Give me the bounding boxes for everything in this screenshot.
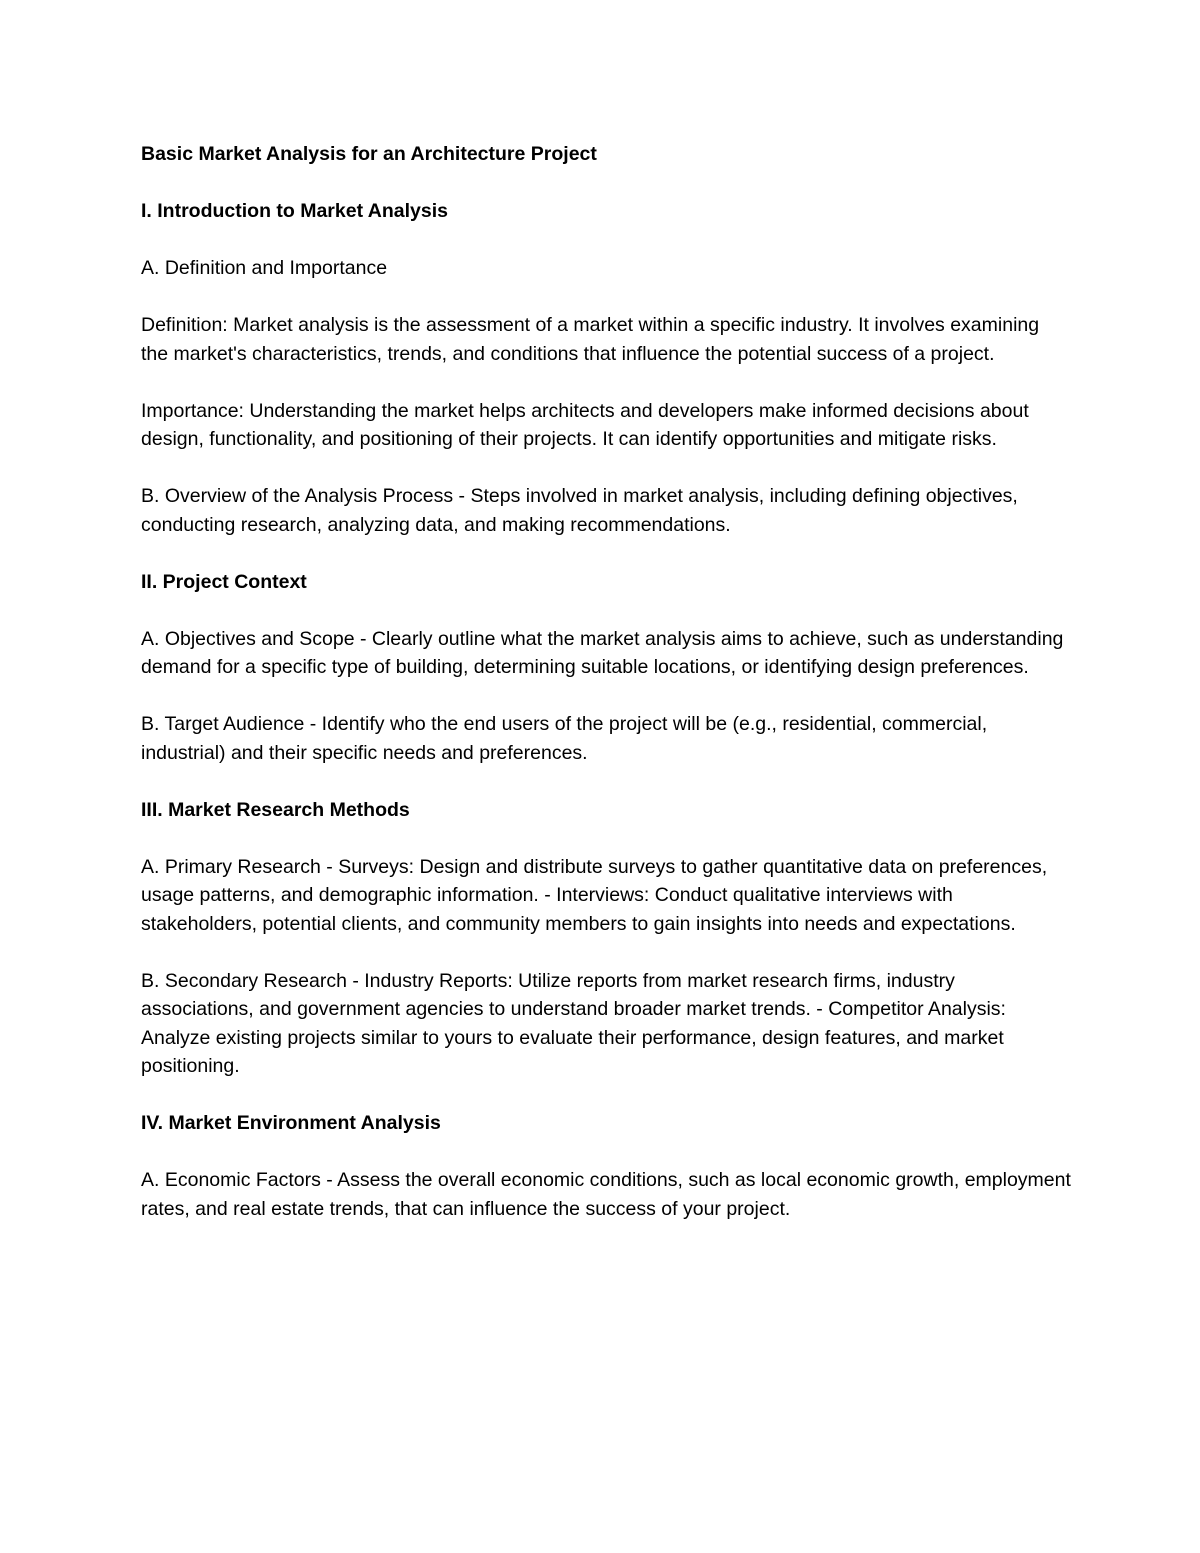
document-page	[141, 140, 1071, 1252]
paragraph-economic-factors: A. Economic Factors - Assess the overall economic conditions, such as local economic growth, employment rates, and real estate trends, that can influence the success of your project.	[141, 1169, 1071, 1220]
document-title: Basic Market Analysis for an Architecture Project	[141, 143, 597, 165]
subheading-definition-and-importance: A. Definition and Importance	[141, 257, 388, 279]
section-heading-project-context: II. Project Context	[141, 570, 307, 593]
paragraph-importance: Importance: Understanding the market helps architects and developers make informed decisions about design, functionality, and positioning of their projects. It can identify opportunities and mitigate risks.	[141, 399, 1029, 450]
paragraph-target-audience: B. Target Audience - Identify who the end users of the project will be (e.g., residential, commercial, industrial) and their specific needs and preferences.	[141, 713, 988, 764]
section-heading-research-methods: III. Market Research Methods	[141, 798, 410, 821]
paragraph-analysis-process: B. Overview of the Analysis Process - Steps involved in market analysis, including defining objectives, conducting research, analyzing data, and making recommendations.	[141, 485, 1018, 536]
paragraph-primary-research: A. Primary Research - Surveys: Design and distribute surveys to gather quantitative data on preferences, usage patterns, and demographic information. - Interviews: Conduct qualitative interviews with stakeholders, potential clients, and community members to gain insights into needs and expectations.	[141, 855, 1048, 935]
section-heading-introduction: I. Introduction to Market Analysis	[141, 200, 448, 222]
paragraph-definition: Definition: Market analysis is the assessment of a market within a specific industry. It involves examining the market's characteristics, trends, and conditions that influence the potential success of a project.	[141, 314, 1040, 365]
paragraph-secondary-research: B. Secondary Research - Industry Reports: Utilize reports from market research firms, industry associations, and government agencies to understand broader market trends. - Competitor Analysis: Analyze existing projects similar to yours to evaluate their performance, design features, and market positioning.	[141, 969, 1006, 1077]
paragraph-objectives-and-scope: A. Objectives and Scope - Clearly outline what the market analysis aims to achieve, such as understanding demand for a specific type of building, determining suitable locations, or identifying design preferences.	[141, 627, 1064, 678]
section-heading-market-environment: IV. Market Environment Analysis	[141, 1112, 441, 1134]
